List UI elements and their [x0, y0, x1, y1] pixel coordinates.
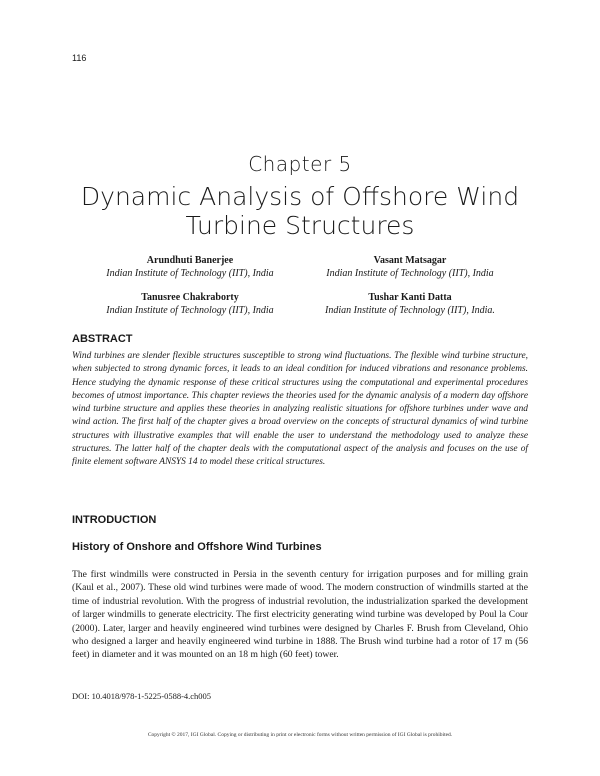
chapter-label: Chapter 5 — [248, 152, 352, 176]
author-affiliation: Indian Institute of Technology (IIT), India — [106, 305, 274, 316]
copyright-notice: Copyright © 2017, IGI Global. Copying or distributing in print or electronic forms without written permission of IGI Global is prohibited. — [147, 732, 453, 738]
author-block — [65, 254, 315, 280]
page-number: 116 — [72, 53, 87, 63]
body-paragraph: The first windmills were constructed in Persia in the seventh century for irrigation purposes and for milling grain (Kaul et al., 2007). These old wind turbines were made of wood. The modern construction of windmills started at the time of industrial revolution. With the progress of industrial revolution, the industrialization sparked the development of larger windmills to generate electricity. The first electricity generating wind turbine was developed by Poul la Cour (2000). Later, larger and heavily engineered wind turbines were designed by Charles F. Brush from Cleveland, Ohio who designed a larger and heavily engineered wind turbine in 1888. The Brush wind turbine had a rotor of 17 m (56 feet) in diameter and it was mounted on an 18 m high (60 feet) tower. — [72, 569, 528, 661]
history-subheading: History of Onshore and Offshore Wind Turbines — [72, 541, 322, 553]
author-name: Tushar Kanti Datta — [368, 292, 452, 303]
author-affiliation: Indian Institute of Technology (IIT), India — [326, 268, 494, 279]
author-affiliation: Indian Institute of Technology (IIT), India — [106, 268, 274, 279]
abstract-heading: ABSTRACT — [72, 333, 133, 345]
author-name: Vasant Matsagar — [373, 255, 447, 266]
author-block — [285, 291, 535, 317]
chapter-title: Dynamic Analysis of Offshore Wind Turbine Structures — [80, 182, 520, 240]
author-affiliation: Indian Institute of Technology (IIT), India. — [325, 305, 495, 316]
author-block — [65, 291, 315, 317]
doi-line: DOI: 10.4018/978-1-5225-0588-4.ch005 — [72, 691, 212, 701]
author-name: Tanusree Chakraborty — [141, 292, 239, 303]
abstract-text: Wind turbines are slender flexible structures susceptible to strong wind fluctuations. The flexible wind turbine structure, when subjected to strong dynamic forces, it leads to an ideal condition for induced vibrations and resonance problems. Hence studying the dynamic response of these critical structures using the computational and experimental procedures becomes of utmost importance. This chapter reviews the theories used for the dynamic analysis of a modern day offshore wind turbine structure and applies these theories in analyzing realistic situations for offshore turbines under wave and wind action. The first half of the chapter gives a broad overview on the concepts of structural dynamics of wind turbine structures with illustrative examples that will enable the user to understand the methodology used to analyze these structures. The latter half of the chapter deals with the computational aspect of the analysis and focuses on the use of finite element software ANSYS 14 to model these critical structures. — [72, 351, 528, 468]
introduction-heading: INTRODUCTION — [72, 514, 157, 526]
author-block — [285, 254, 535, 280]
author-name: Arundhuti Banerjee — [146, 255, 234, 266]
